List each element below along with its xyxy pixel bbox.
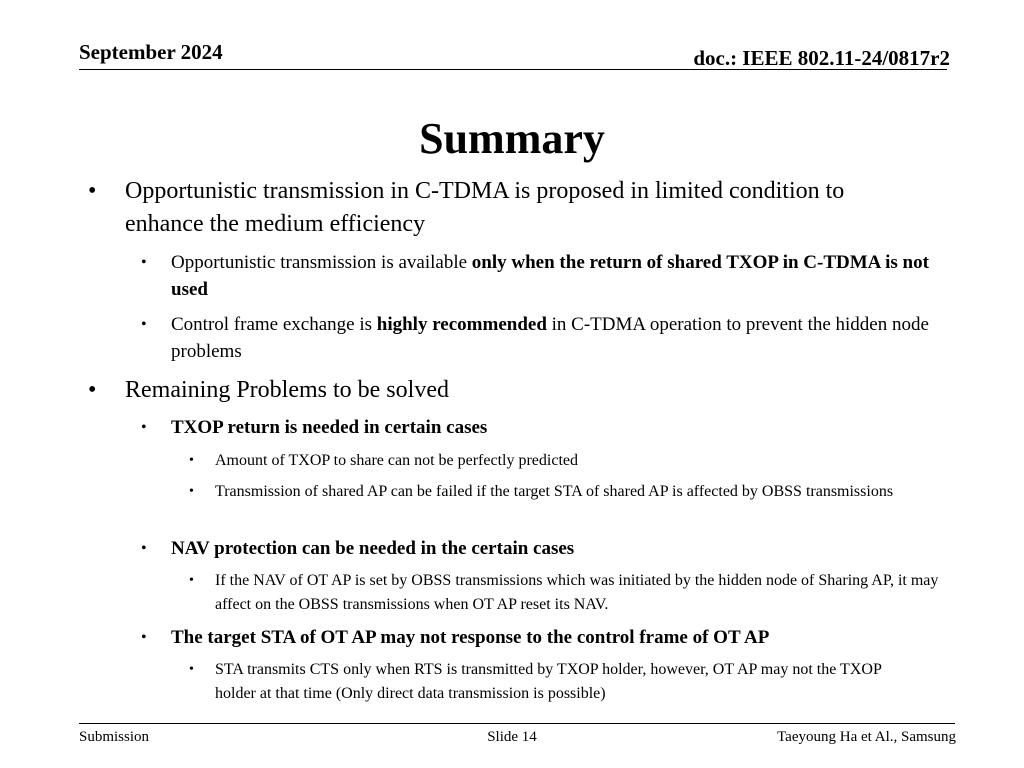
bullet-text: in C-TDMA operation to prevent the hidden node problems <box>171 314 929 362</box>
bullet-marker: • <box>88 178 97 204</box>
bullet-marker: • <box>141 629 147 646</box>
bullet-level2 <box>141 535 951 562</box>
bullet-emphasis: only when the return of shared TXOP in C-TDMA is not used <box>171 252 929 300</box>
bullet-text: Amount of TXOP to share can not be perfectly predicted <box>215 452 578 469</box>
bullet-level3 <box>189 480 915 504</box>
bullet-marker: • <box>88 377 97 403</box>
bullet-text: Opportunistic transmission in C-TDMA is proposed in limited condition to enhance the medium efficiency <box>125 178 845 237</box>
bullet-marker: • <box>189 453 194 468</box>
bullet-level2 <box>141 624 951 651</box>
bullet-level2 <box>141 249 941 303</box>
bullet-text: Remaining Problems to be solved <box>125 377 449 403</box>
bullet-level2 <box>141 414 951 441</box>
bullet-marker: • <box>141 419 147 436</box>
header-divider <box>79 69 947 70</box>
bullet-text: STA transmits CTS only when RTS is transmitted by TXOP holder, however, OT AP may not the TXOP holder at that time (Only direct data transmission is possible) <box>215 661 882 702</box>
bullet-marker: • <box>189 662 194 677</box>
bullet-marker: • <box>141 254 147 271</box>
bullet-text: Transmission of shared AP can be failed if the target STA of shared AP is affected by OBSS transmissions <box>215 483 894 500</box>
header-doc-id: doc.: IEEE 802.11-24/0817r2 <box>693 46 950 70</box>
footer-slide-number: Slide 14 <box>487 729 537 745</box>
bullet-emphasis: NAV protection can be needed in the certain cases <box>171 538 575 559</box>
bullet-marker: • <box>189 573 194 588</box>
bullet-text: Control frame exchange is <box>171 314 377 335</box>
bullet-text: If the NAV of OT AP is set by OBSS transmissions which was initiated by the hidden node of Sharing AP, it may affect on the OBSS transmissions when OT AP reset its NAV. <box>215 572 939 613</box>
bullet-level3 <box>189 658 915 706</box>
bullet-level1 <box>88 175 865 241</box>
footer-divider <box>79 723 955 724</box>
bullet-level2 <box>141 311 941 365</box>
bullet-level3 <box>189 449 915 473</box>
slide-title: Summary <box>419 114 605 163</box>
bullet-marker: • <box>141 540 147 557</box>
bullet-marker: • <box>189 484 194 499</box>
bullet-emphasis: TXOP return is needed in certain cases <box>171 417 488 438</box>
footer-submission: Submission <box>79 729 150 745</box>
bullet-emphasis: highly recommended <box>376 314 547 335</box>
bullet-emphasis: The target STA of OT AP may not response to the control frame of OT AP <box>171 627 770 648</box>
bullet-text: Opportunistic transmission is available <box>171 252 472 273</box>
bullet-level3 <box>189 569 945 617</box>
footer-author: Taeyoung Ha et Al., Samsung <box>777 729 956 745</box>
bullet-level1 <box>88 374 865 407</box>
bullet-marker: • <box>141 316 147 333</box>
header-date: September 2024 <box>79 40 223 64</box>
